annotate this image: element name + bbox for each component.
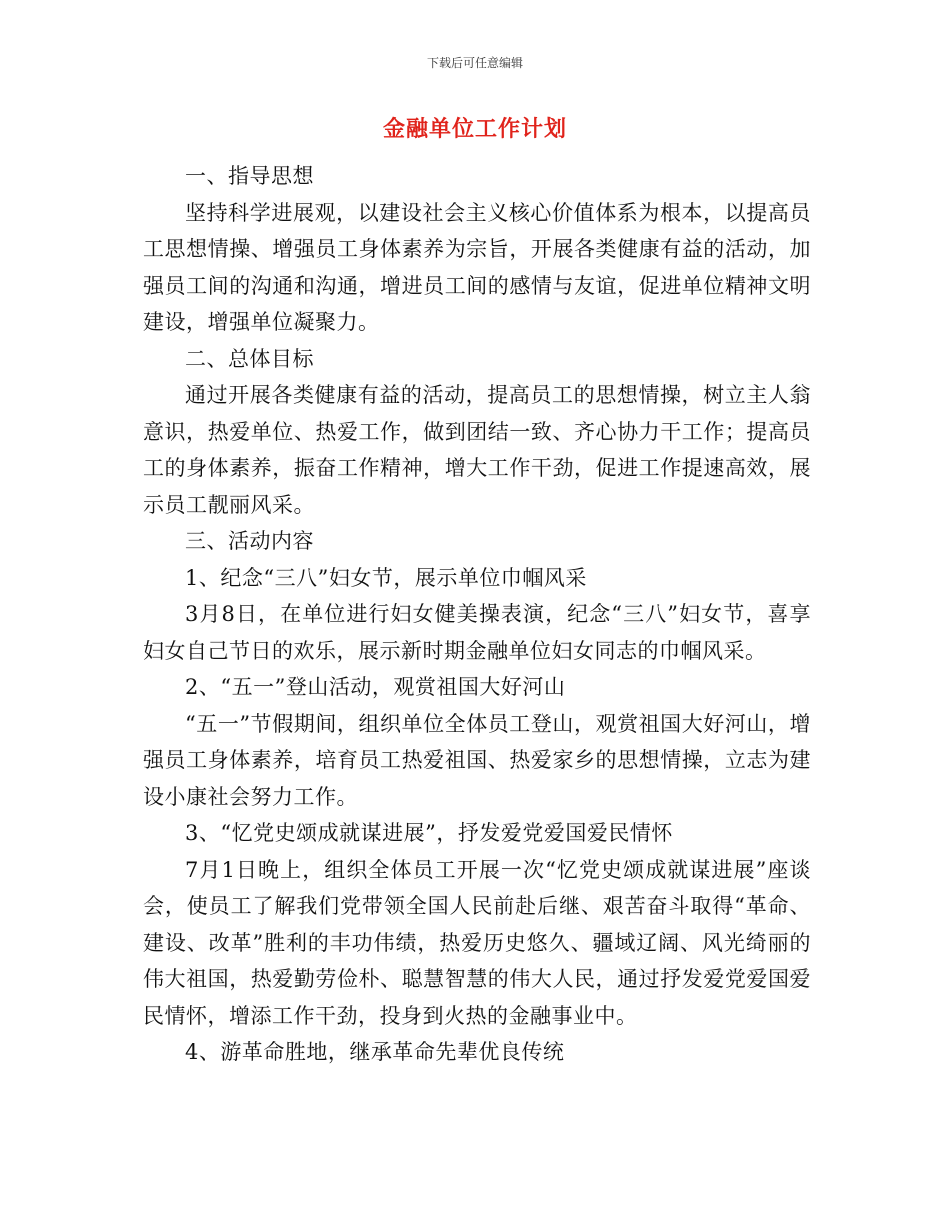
activity-heading-2: 2、“五一”登山活动，观赏祖国大好河山 — [185, 675, 566, 699]
section-heading-activities: 三、活动内容 — [185, 529, 314, 553]
activity-heading-1: 1、纪念“三八”妇女节，展示单位巾帼风采 — [185, 565, 587, 590]
paragraph-overall-goal: 通过开展各类健康有益的活动，提高员工的思想情操，树立主人翁意识，热爱单位、热爱工作，做到团结一致、齐心协力干工作；提高员工的身体素养，振奋工作精神，增大工作干劲，促进工作提速高效，展示员工靓丽风采。 — [143, 383, 811, 517]
section-heading-overall-goal: 二、总体目标 — [185, 346, 314, 371]
header-note: 下载后可任意编辑 — [426, 56, 523, 70]
document-title: 金融单位工作计划 — [382, 117, 567, 142]
activity-paragraph-1: 3月8日，在单位进行妇女健美操表演，纪念“三八”妇女节，喜享妇女自己节日的欢乐，展示新时期金融单位妇女同志的巾帼风采。 — [143, 602, 811, 663]
paragraph-guiding-ideology: 坚持科学进展观，以建设社会主义核心价值体系为根本，以提高员工思想情操、增强员工身体素养为宗旨，开展各类健康有益的活动，加强员工间的沟通和沟通，增进员工间的感情与友谊，促进单位精神文明建设，增强单位凝聚力。 — [143, 200, 811, 334]
activity-paragraph-2: “五一”节假期间，组织单位全体员工登山，观赏祖国大好河山，增强员工身体素养，培育员工热爱祖国、热爱家乡的思想情操，立志为建设小康社会努力工作。 — [143, 711, 811, 809]
activity-heading-4: 4、游革命胜地，继承革命先辈优良传统 — [185, 1040, 565, 1064]
document-body — [143, 158, 811, 1071]
activity-heading-3: 3、“忆党史颂成就谋进展”，抒发爱党爱国爱民情怀 — [185, 821, 673, 845]
section-heading-guiding-ideology: 一、指导思想 — [185, 164, 314, 188]
activity-paragraph-3: 7月1日晚上，组织全体员工开展一次“忆党史颂成就谋进展”座谈会，使员工了解我们党带领全国人民前赴后继、艰苦奋斗取得“革命、建设、改革”胜利的丰功伟绩，热爱历史悠久、疆域辽阔、风光绮丽的伟大祖国，热爱勤劳俭朴、聪慧智慧的伟大人民，通过抒发爱党爱国爱民情怀，增添工作干劲，投身到火热的金融事业中。 — [143, 857, 811, 1028]
